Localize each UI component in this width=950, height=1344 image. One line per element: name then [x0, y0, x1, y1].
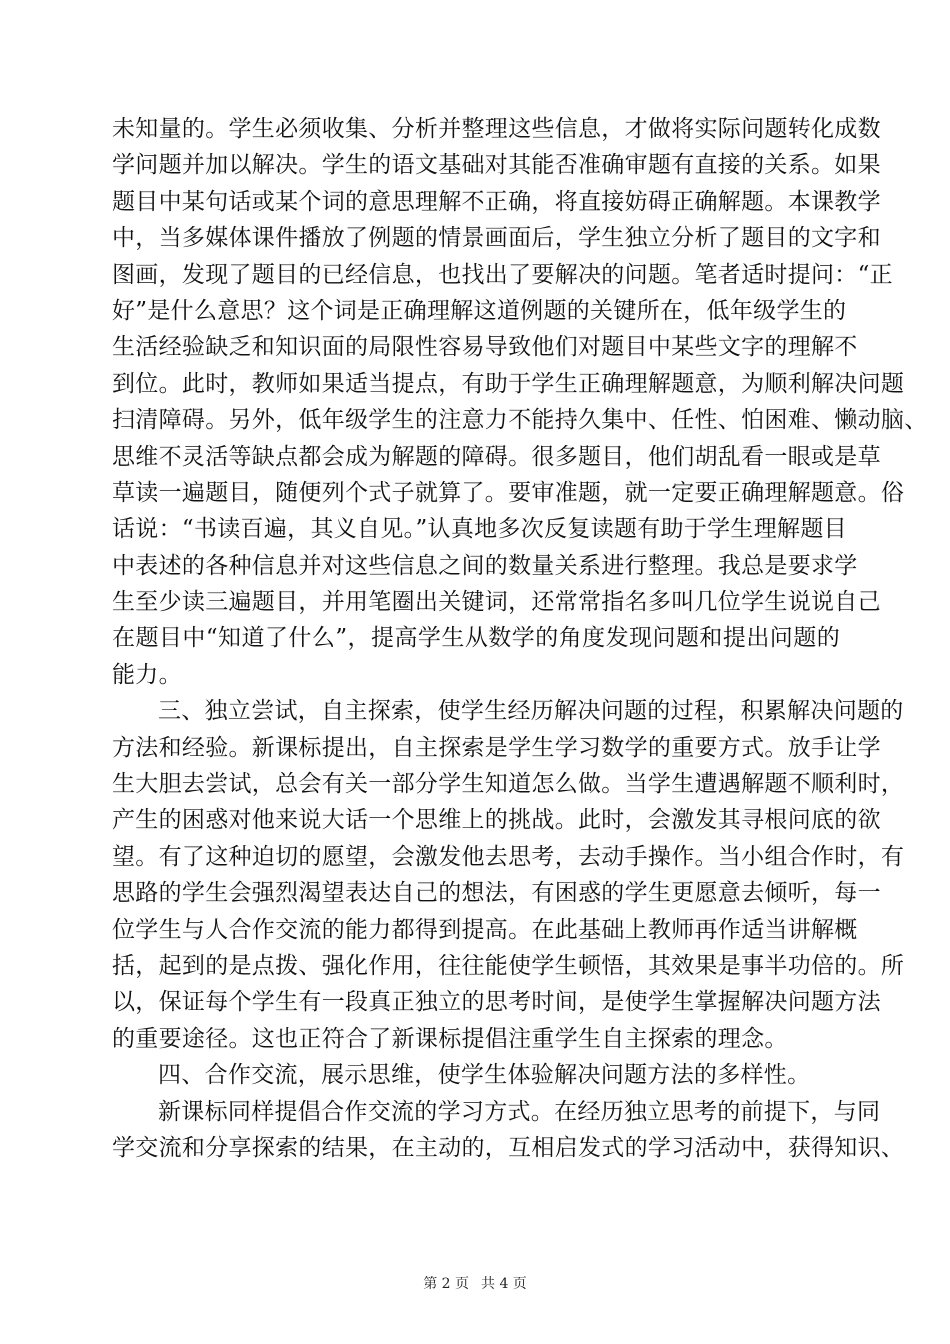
paragraph [112, 1094, 905, 1167]
paragraph [112, 1057, 840, 1093]
page-number: 第 2 页 [423, 1276, 469, 1292]
page-total: 共 4 页 [481, 1276, 527, 1292]
text-line: 到位。此时，教师如果适当提点，有助于学生正确理解题意，为顺利解决问题 [112, 370, 905, 397]
text-line: 能力。 [112, 661, 182, 688]
text-line: 图画，发现了题目的已经信息，也找出了要解决的问题。笔者适时提问：“正 [112, 261, 893, 288]
page-footer [0, 1273, 950, 1293]
text-line: 以，保证每个学生有一段真正独立的思考时间，是使学生掌握解决问题方法 [112, 989, 881, 1016]
text-line: 话说：“书读百遍，其义自见。”认真地多次反复读题有助于学生理解题目 [112, 516, 847, 543]
text-line: 学交流和分享探索的结果，在主动的，互相启发式的学习活动中，获得知识、 [112, 1134, 905, 1161]
text-line: 望。有了这种迫切的愿望，会激发他去思考，去动手操作。当小组合作时，有 [112, 843, 905, 870]
text-line: 位学生与人合作交流的能力都得到提高。在此基础上教师再作适当讲解概 [112, 916, 858, 943]
text-line: 思路的学生会强烈渴望表达自己的想法，有困惑的学生更愿意去倾听，每一 [112, 880, 881, 907]
text-line: 思维不灵活等缺点都会成为解题的障碍。很多题目，他们胡乱看一眼或是草 [112, 443, 881, 470]
text-line: 草读一遍题目，随便列个式子就算了。要审准题，就一定要正确理解题意。俗 [112, 479, 905, 506]
text-line: 产生的困惑对他来说大话一个思维上的挑战。此时，会激发其寻根问底的欲 [112, 807, 881, 834]
text-line: 生活经验缺乏和知识面的局限性容易导致他们对题目中某些文字的理解不 [112, 334, 858, 361]
text-line: 新课标同样提倡合作交流的学习方式。在经历独立思考的前提下，与同 [158, 1098, 881, 1125]
document-body [112, 111, 928, 1166]
text-line: 生至少读三遍题目，并用笔圈出关键词，还常常指名多叫几位学生说说自己 [112, 589, 881, 616]
text-line: 生大胆去尝试，总会有关一部分学生知道怎么做。当学生遭遇解题不顺利时， [112, 771, 905, 798]
text-line: 中，当多媒体课件播放了例题的情景画面后，学生独立分析了题目的文字和 [112, 225, 881, 252]
text-line: 学问题并加以解决。学生的语文基础对其能否准确审题有直接的关系。如果 [112, 152, 881, 179]
paragraph [112, 111, 928, 693]
text-line: 题目中某句话或某个词的意思理解不正确，将直接妨碍正确解题。本课教学 [112, 188, 881, 215]
paragraph [112, 693, 905, 1057]
text-line: 中表述的各种信息并对这些信息之间的数量关系进行整理。我总是要求学 [112, 552, 858, 579]
text-line: 好”是什么意思？这个词是正确理解这道例题的关键所在，低年级学生的 [112, 297, 847, 324]
text-line: 的重要途径。这也正符合了新课标提倡注重学生自主探索的理念。 [112, 1025, 788, 1052]
text-line: 扫清障碍。另外，低年级学生的注意力不能持久集中、任性、怕困难、懒动脑、 [112, 407, 928, 434]
text-line: 括，起到的是点拨、强化作用，往往能使学生顿悟，其效果是事半功倍的。所 [112, 952, 905, 979]
text-line: 方法和经验。新课标提出，自主探索是学生学习数学的重要方式。放手让学 [112, 734, 881, 761]
text-line: 三、独立尝试，自主探索，使学生经历解决问题的过程，积累解决问题的 [158, 698, 904, 725]
text-line: 四、合作交流，展示思维，使学生体验解决问题方法的多样性。 [158, 1062, 811, 1089]
text-line: 在题目中“知道了什么”，提高学生从数学的角度发现问题和提出问题的 [112, 625, 840, 652]
text-line: 未知量的。学生必须收集、分析并整理这些信息，才做将实际问题转化成数 [112, 116, 881, 142]
